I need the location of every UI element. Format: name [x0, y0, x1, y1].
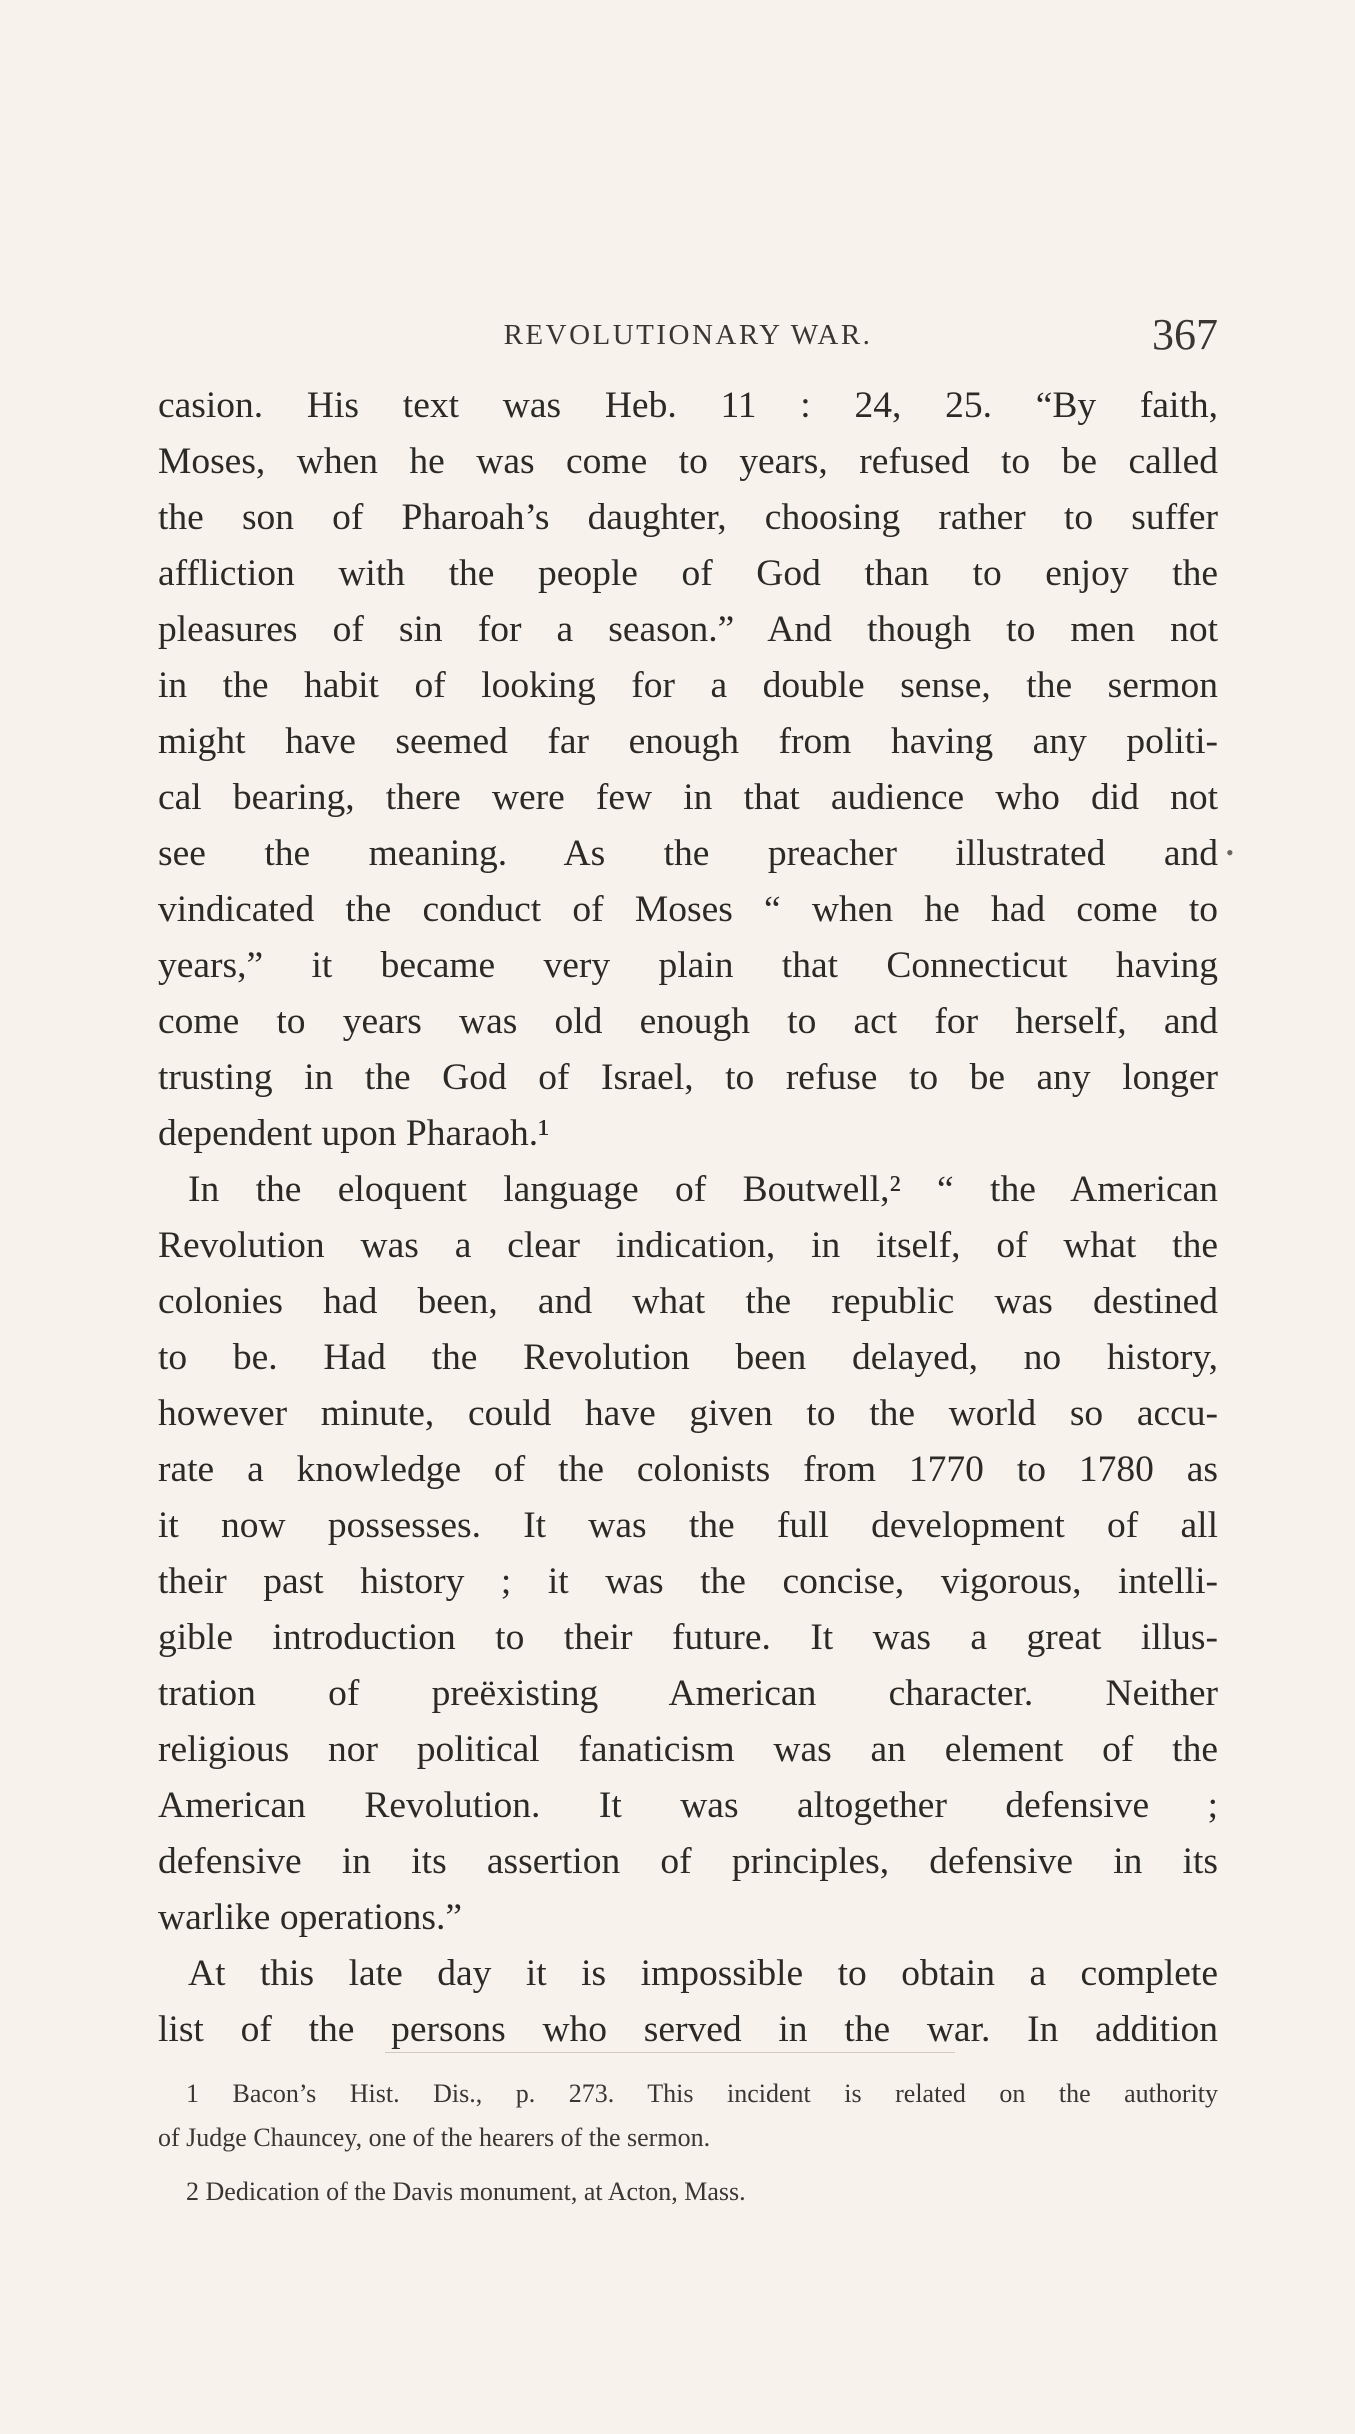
- text-line: rate a knowledge of the colonists from 1770 to 1780 as: [158, 1449, 1218, 1490]
- text-line: might have seemed far enough from having any politi-: [158, 721, 1218, 762]
- text-line: religious nor political fanaticism was an element of the: [158, 1729, 1218, 1770]
- text-line: defensive in its assertion of principles, defensive in its: [158, 1841, 1218, 1882]
- text-line: it now possesses. It was the full development of all: [158, 1505, 1218, 1546]
- footnote-line: of Judge Chauncey, one of the hearers of the sermon.: [158, 2123, 711, 2152]
- text-line: come to years was old enough to act for herself, and: [158, 1001, 1218, 1042]
- footnote-line: 2 Dedication of the Davis monument, at Acton, Mass.: [186, 2177, 746, 2206]
- text-line: Moses, when he was come to years, refused to be called: [158, 441, 1218, 482]
- text-line: years,” it became very plain that Connecticut having: [158, 945, 1218, 986]
- text-line: list of the persons who served in the war. In addition: [158, 2009, 1218, 2050]
- text-line: warlike operations.”: [158, 1897, 463, 1938]
- margin-mark: •: [1226, 840, 1234, 865]
- running-title: REVOLUTIONARY WAR.: [503, 319, 873, 351]
- text-line: however minute, could have given to the world so accu-: [158, 1393, 1218, 1434]
- text-line: In the eloquent language of Boutwell,² “ the American: [188, 1169, 1218, 1210]
- text-line: to be. Had the Revolution been delayed, no history,: [158, 1337, 1218, 1378]
- footnotes: [158, 2072, 1218, 2214]
- text-line: see the meaning. As the preacher illustrated and: [158, 833, 1218, 874]
- text-line: cal bearing, there were few in that audience who did not: [158, 777, 1218, 818]
- text-line: gible introduction to their future. It was a great illus-: [158, 1617, 1218, 1658]
- text-line: At this late day it is impossible to obtain a complete: [188, 1953, 1218, 1994]
- running-head: [158, 310, 1218, 375]
- text-line: casion. His text was Heb. 11 : 24, 25. “By faith,: [158, 385, 1218, 426]
- footnote-divider: [385, 2052, 955, 2053]
- text-line: American Revolution. It was altogether defensive ;: [158, 1785, 1218, 1826]
- text-line: dependent upon Pharaoh.¹: [158, 1113, 550, 1154]
- text-line: their past history ; it was the concise, vigorous, intelli-: [158, 1561, 1218, 1602]
- text-line: in the habit of looking for a double sense, the sermon: [158, 665, 1218, 706]
- body-text: [158, 378, 1218, 2058]
- text-line: affliction with the people of God than to enjoy the: [158, 553, 1218, 594]
- text-line: the son of Pharoah’s daughter, choosing rather to suffer: [158, 497, 1218, 538]
- text-line: Revolution was a clear indication, in itself, of what the: [158, 1225, 1218, 1266]
- page-number: 367: [1152, 310, 1218, 359]
- text-line: tration of preëxisting American character. Neither: [158, 1673, 1218, 1714]
- text-line: colonies had been, and what the republic was destined: [158, 1281, 1218, 1322]
- text-line: trusting in the God of Israel, to refuse to be any longer: [158, 1057, 1218, 1098]
- text-line: vindicated the conduct of Moses “ when he had come to: [158, 889, 1218, 930]
- text-line: pleasures of sin for a season.” And though to men not: [158, 609, 1218, 650]
- footnote-line: 1 Bacon’s Hist. Dis., p. 273. This incident is related on the authority: [186, 2079, 1218, 2108]
